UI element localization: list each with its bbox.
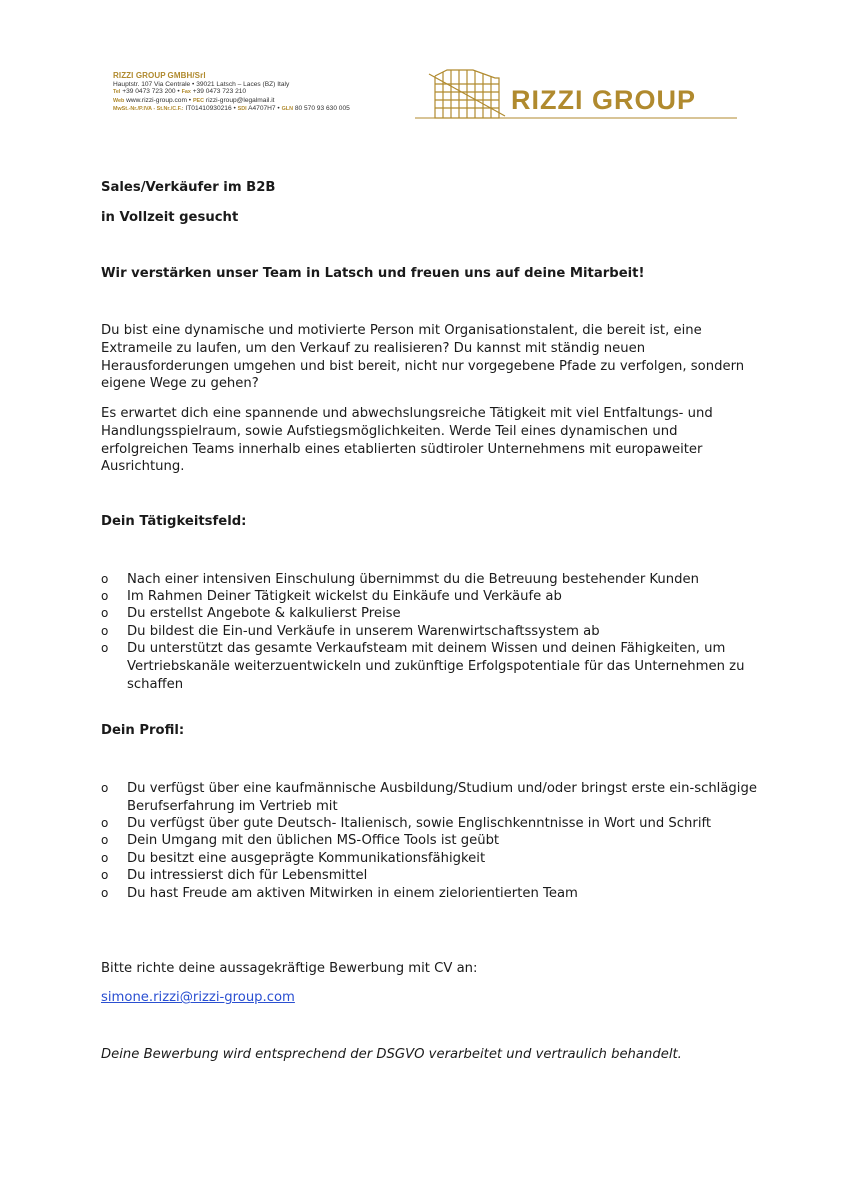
bullet-marker: o: [101, 606, 109, 620]
logo-wordmark: RIZZI GROUP: [511, 85, 696, 115]
contact-phone-line: Tel +39 0473 723 200 • Fax +39 0473 723 210: [113, 88, 247, 96]
bullet-marker: o: [101, 833, 109, 847]
email-link[interactable]: simone.rizzi@rizzi-group.com: [101, 990, 295, 1005]
intro-paragraph-2: Es erwartet dich eine spannende und abwechslungsreiche Tätigkeit mit viel Entfaltungs- und Handlungsspielraum, sowie Aufstiegsmöglichkeiten. Werde Teil eines dynamischen und erfolgreichen Teams innerhalb eines etablierten südtiroler Unternehmens mit europaweiter Ausrichtung.: [101, 406, 713, 475]
bullet-marker: o: [101, 851, 109, 865]
section-title-profile: Dein Profil:: [101, 723, 185, 738]
letterhead-address-block: [113, 72, 413, 114]
bullet-marker: o: [101, 816, 109, 830]
contact-web-line: Web www.rizzi-group.com • PEC rizzi-group@legalmail.it: [113, 96, 275, 104]
apply-instructions: Bitte richte deine aussagekräftige Bewerbung mit CV an:: [101, 961, 478, 976]
job-subtitle: in Vollzeit gesucht: [101, 210, 239, 225]
intro-paragraph-1: Du bist eine dynamische und motivierte Person mit Organisationstalent, die bereit ist, eine Extrameile zu laufen, um den Verkauf zu realisieren? Du kannst mit ständig neuen Herausforderungen umgehen und bist bereit, nicht nur vorgegebene Pfade zu verfolgen, sondern eigene Wege zu gehen?: [101, 323, 745, 392]
company-address: Hauptstr. 107 Via Centrale • 39021 Latsch – Laces (BZ) Italy: [113, 80, 290, 88]
bullet-marker: o: [101, 624, 109, 638]
bullet-marker: o: [101, 572, 109, 586]
rizzi-group-logo: [415, 68, 745, 126]
company-name: RIZZI GROUP: [113, 71, 166, 80]
section-title-responsibilities: Dein Tätigkeitsfeld:: [101, 514, 247, 529]
headline: Wir verstärken unser Team in Latsch und freuen uns auf deine Mitarbeit!: [101, 266, 645, 281]
bullet-marker: o: [101, 886, 109, 900]
bullet-marker: o: [101, 589, 109, 603]
building-grid-icon: [429, 70, 505, 118]
bullet-marker: o: [101, 641, 109, 655]
bullet-marker: o: [101, 781, 109, 795]
bullet-marker: o: [101, 868, 109, 882]
job-title: Sales/Verkäufer im B2B: [101, 180, 276, 195]
company-suffix: GMBH/Srl: [167, 71, 206, 80]
gdpr-note: Deine Bewerbung wird entsprechend der DSGVO verarbeitet und vertraulich behandelt.: [101, 1047, 682, 1062]
tax-ids-line: MwSt.-Nr./P.IVA - St.Nr./C.F.: IT01410930216 • SDI A4707H7 • GLN 80 570 93 630 005: [113, 105, 350, 113]
